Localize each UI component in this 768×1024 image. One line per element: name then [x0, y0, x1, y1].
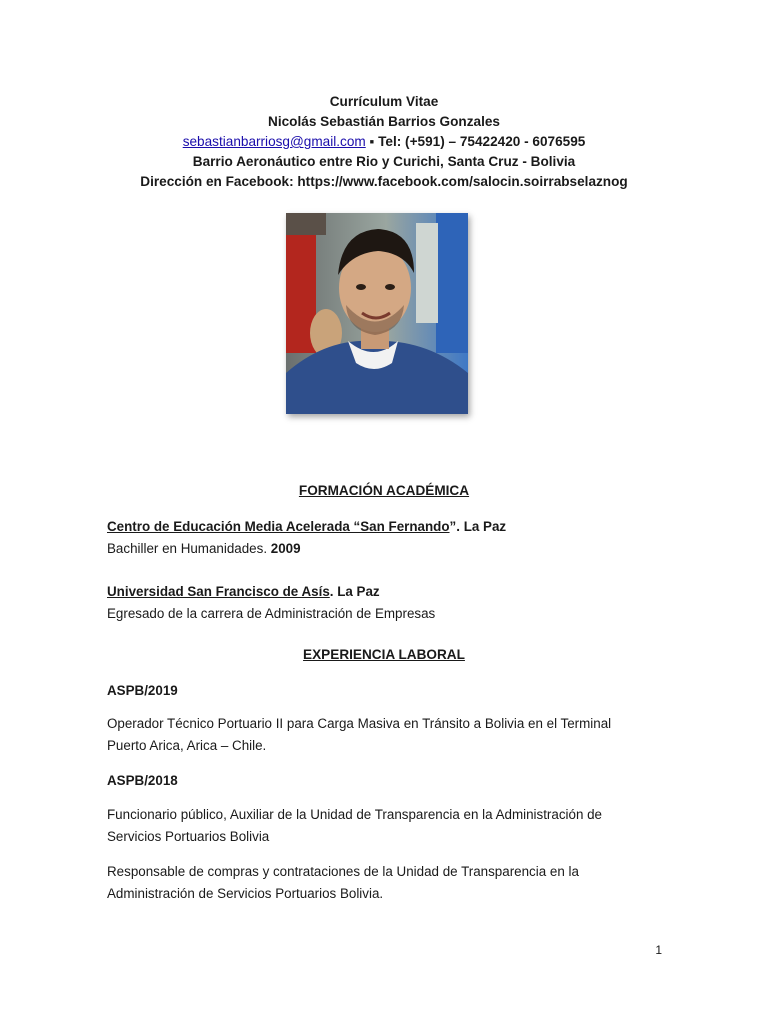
experience-description: Funcionario público, Auxiliar de la Unidad de Transparencia en la Administración de Servicios Portuarios Bolivia — [107, 807, 603, 844]
experience-heading: ASPB/2018 — [107, 773, 178, 788]
experience-heading: ASPB/2019 — [107, 683, 178, 698]
profile-photo — [286, 213, 468, 414]
cv-header — [0, 92, 768, 192]
education-institution — [107, 516, 637, 538]
cv-title: Currículum Vitae — [329, 94, 439, 109]
experience-section-title: EXPERIENCIA LABORAL — [303, 647, 465, 662]
education-institution — [107, 581, 637, 603]
education-detail — [107, 538, 637, 560]
graduation-year: 2009 — [270, 541, 301, 556]
facebook-line: Dirección en Facebook: https://www.facebook.com/salocin.soirrabselaznog — [140, 174, 628, 189]
institution-city: . La Paz — [456, 519, 507, 534]
institution-name-tail: ” — [449, 519, 457, 534]
address-line: Barrio Aeronáutico entre Rio y Curichi, Santa Cruz - Bolivia — [192, 154, 576, 169]
institution-city: . La Paz — [329, 584, 380, 599]
education-entry-2 — [107, 581, 637, 625]
experience-description: Operador Técnico Portuario II para Carga Masiva en Tránsito a Bolivia en el Terminal Puerto Arica, Arica – Chile. — [107, 716, 612, 753]
page-number: 1 — [655, 943, 662, 957]
profile-photo-illustration — [286, 213, 468, 414]
education-section-title: FORMACIÓN ACADÉMICA — [298, 483, 470, 498]
degree-text: Bachiller en Humanidades. — [107, 541, 271, 556]
contact-line — [0, 132, 768, 152]
institution-name: Centro de Educación Media Acelerada “San Fernando — [107, 519, 450, 534]
email-link[interactable]: sebastianbarriosg@gmail.com — [182, 134, 366, 149]
experience-description: Responsable de compras y contrataciones de la Unidad de Transparencia en la Administración de Servicios Portuarios Bolivia. — [107, 864, 579, 901]
education-entry-1 — [107, 516, 637, 560]
institution-name: Universidad San Francisco de Asís — [107, 584, 330, 599]
phone-text: ▪ Tel: (+591) – 75422420 - 6076595 — [365, 134, 586, 149]
education-detail: Egresado de la carrera de Administración de Empresas — [107, 606, 436, 621]
full-name: Nicolás Sebastián Barrios Gonzales — [268, 114, 500, 129]
